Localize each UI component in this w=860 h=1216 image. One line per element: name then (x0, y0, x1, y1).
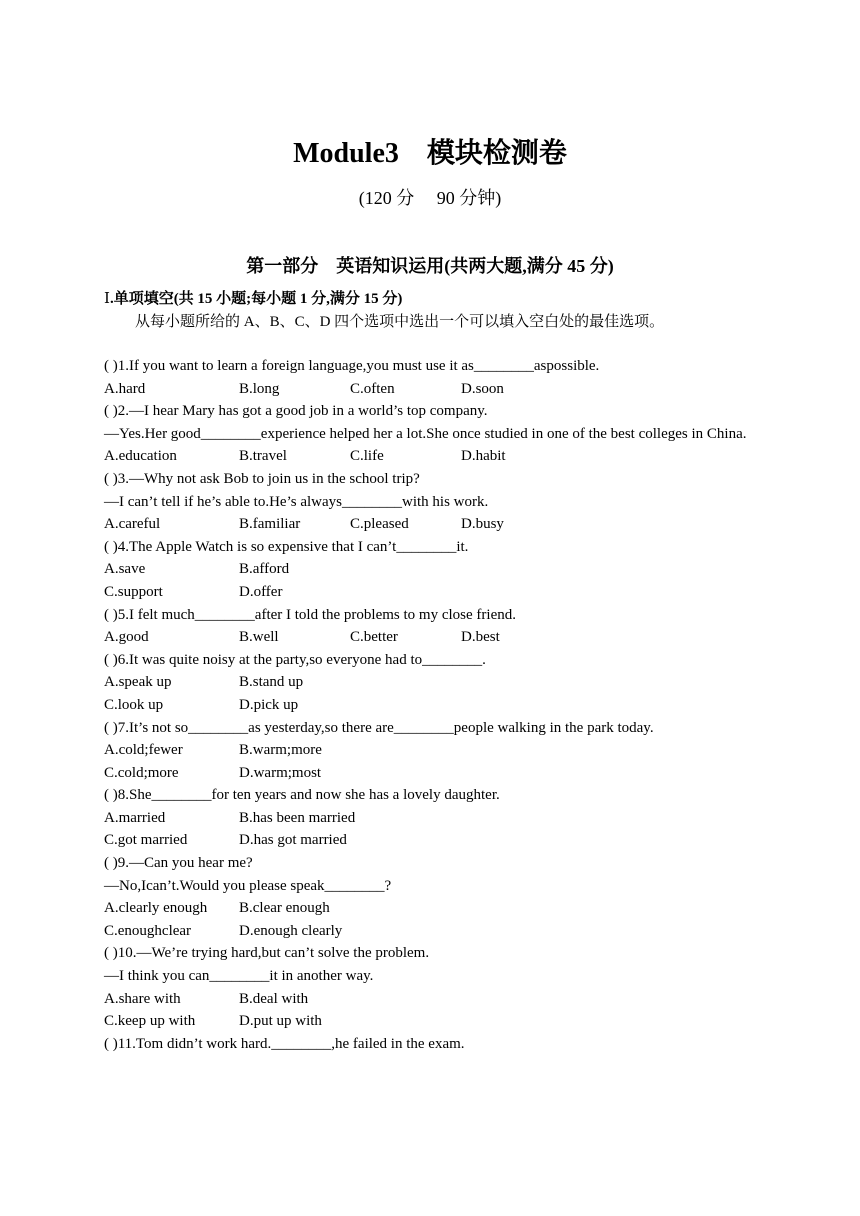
part-title: 第一部分 英语知识运用(共两大题,满分 45 分) (246, 256, 614, 276)
answer-option: A.married (104, 809, 166, 826)
section-number: Ⅰ (104, 291, 110, 307)
answer-option: B.clear enough (239, 900, 330, 917)
answer-option: A.share with (104, 990, 181, 1007)
options-row (104, 988, 754, 1011)
section-heading (104, 288, 402, 310)
answer-option: D.offer (239, 583, 283, 600)
section-title: .单项填空(共 15 小题;每小题 1 分,满分 15 分) (109, 291, 403, 307)
page-title: Module3 模块检测卷 (293, 138, 567, 169)
options-row (104, 378, 754, 401)
question-stem: ( )11.Tom didn’t work hard.________,he failed in the exam. (104, 1035, 465, 1052)
answer-option: B.long (239, 380, 280, 397)
question-dialogue-line: —No,Ican’t.Would you please speak________? (104, 877, 392, 894)
question-stem: ( )10.—We’re trying hard,but can’t solve the problem. (104, 945, 430, 962)
answer-option: A.speak up (104, 674, 172, 691)
answer-option: D.best (461, 629, 500, 646)
answer-option: A.save (104, 561, 146, 578)
options-row (104, 739, 754, 762)
answer-option: B.warm;more (239, 742, 322, 759)
answer-option: A.education (104, 448, 177, 465)
question-list (104, 355, 754, 1055)
question-stem: ( )1.If you want to learn a foreign language,you must use it as________aspossible. (104, 358, 600, 374)
question-item (104, 784, 754, 852)
answer-option: B.has been married (239, 809, 356, 826)
question-stem: ( )2.—I hear Mary has got a good job in a world’s top company. (104, 403, 488, 420)
options-row (104, 581, 754, 604)
answer-option: C.support (104, 583, 163, 600)
question-item (104, 852, 754, 942)
answer-option: C.better (350, 629, 398, 646)
answer-option: A.cold;fewer (104, 742, 183, 759)
score-time-subtitle: (120 分 90 分钟) (358, 188, 502, 208)
options-row (104, 807, 754, 830)
answer-option: B.deal with (239, 990, 309, 1007)
question-item (104, 536, 754, 604)
question-dialogue-line: —I think you can________it in another way. (104, 968, 374, 985)
answer-option: A.hard (104, 380, 146, 397)
question-stem: ( )3.—Why not ask Bob to join us in the school trip? (104, 470, 420, 487)
answer-option: B.well (239, 629, 279, 646)
answer-option: A.good (104, 629, 149, 646)
answer-option: C.enoughclear (104, 922, 192, 939)
answer-option: D.has got married (239, 832, 347, 849)
answer-option: D.busy (461, 516, 504, 533)
answer-option: C.look up (104, 696, 164, 713)
options-row (104, 558, 754, 581)
question-item (104, 604, 754, 649)
question-item (104, 649, 754, 717)
answer-option: B.afford (239, 561, 290, 578)
answer-option: D.enough clearly (239, 922, 343, 939)
options-row (104, 671, 754, 694)
answer-option: D.soon (461, 380, 504, 397)
answer-option: D.put up with (239, 1013, 322, 1030)
question-item (104, 468, 754, 536)
options-row (104, 897, 754, 920)
answer-option: D.pick up (239, 696, 299, 713)
answer-option: C.got married (104, 832, 188, 849)
answer-option: C.life (350, 448, 384, 465)
options-row (104, 920, 754, 943)
options-row (104, 829, 754, 852)
question-item (104, 1033, 754, 1056)
question-stem: ( )8.She________for ten years and now she has a lovely daughter. (104, 787, 500, 804)
options-row (104, 445, 754, 468)
question-stem: ( )5.I felt much________after I told the problems to my close friend. (104, 606, 516, 623)
question-stem: ( )7.It’s not so________as yesterday,so there are________people walking in the park today. (104, 719, 654, 736)
options-row (104, 694, 754, 717)
answer-option: D.warm;most (239, 764, 322, 781)
question-item (104, 400, 754, 468)
question-stem: ( )4.The Apple Watch is so expensive that I can’t________it. (104, 538, 469, 555)
options-row (104, 626, 754, 649)
question-stem: ( )9.—Can you hear me? (104, 855, 253, 872)
options-row (104, 1010, 754, 1033)
answer-option: C.cold;more (104, 764, 179, 781)
answer-option: A.careful (104, 516, 161, 533)
question-item (104, 717, 754, 785)
answer-option: A.clearly enough (104, 900, 208, 917)
answer-option: C.pleased (350, 516, 409, 533)
options-row (104, 513, 754, 536)
answer-option: B.familiar (239, 516, 301, 533)
answer-option: C.keep up with (104, 1013, 196, 1030)
question-item (104, 942, 754, 1032)
answer-option: D.habit (461, 448, 506, 465)
question-stem: ( )6.It was quite noisy at the party,so everyone had to________. (104, 651, 486, 668)
question-dialogue-line: —Yes.Her good________experience helped her a lot.She once studied in one of the best colleges in China. (104, 425, 747, 442)
answer-option: B.stand up (239, 674, 304, 691)
question-item (104, 355, 754, 400)
options-row (104, 762, 754, 785)
answer-option: C.often (350, 380, 395, 397)
answer-option: B.travel (239, 448, 287, 465)
question-dialogue-line: —I can’t tell if he’s able to.He’s always________with his work. (104, 493, 489, 510)
section-instruction: 从每小题所给的 A、B、C、D 四个选项中选出一个可以填入空白处的最佳选项。 (135, 314, 665, 330)
